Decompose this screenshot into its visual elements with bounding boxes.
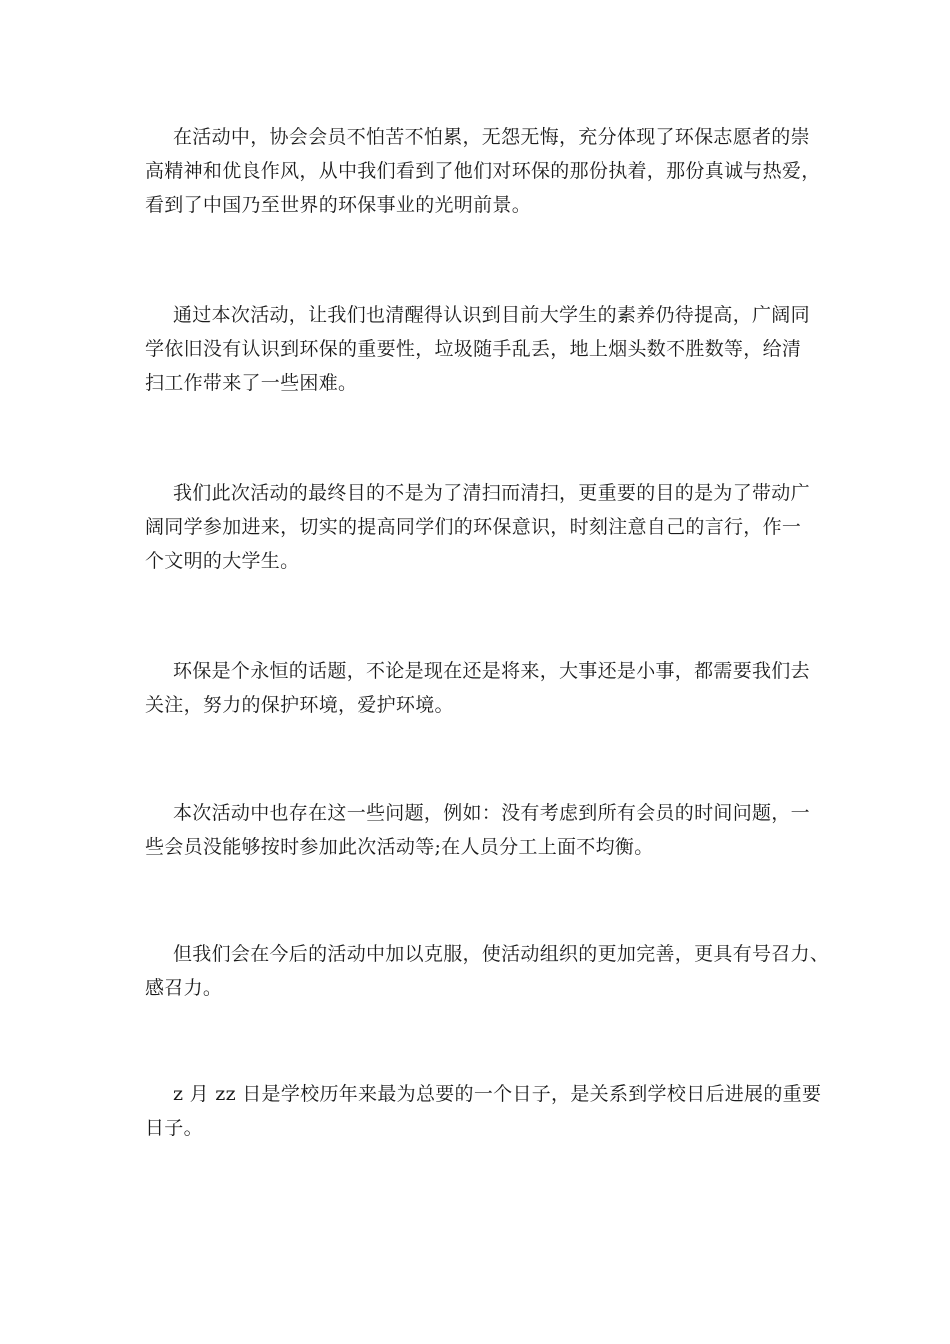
paragraph-6 [145,937,830,1005]
paragraph-line: 关注，努力的保护环境，爱护环境。 [145,694,454,716]
paragraph-2 [145,298,813,400]
paragraph-3 [145,476,813,578]
paragraph-line: 感召力。 [145,977,223,999]
paragraph-line: 阔同学参加进来，切实的提高同学们的环保意识，时刻注意自己的言行，作一 [145,516,802,538]
paragraph-1 [145,120,821,222]
paragraph-line: 日子。 [145,1117,203,1139]
paragraph-line: 个文明的大学生。 [145,550,300,572]
paragraph-line: 本次活动中也存在这一些问题，例如：没有考虑到所有会员的时间问题，一 [173,802,810,824]
paragraph-line: 我们此次活动的最终目的不是为了清扫而清扫，更重要的目的是为了带动广 [173,482,810,504]
paragraph-line: 扫工作带来了一些困难。 [145,372,358,394]
paragraph-line: 学依旧没有认识到环保的重要性，垃圾随手乱丢，地上烟头数不胜数等，给清 [145,338,802,360]
paragraph-line: z 月 zz 日是学校历年来最为总要的一个日子，是关系到学校日后进展的重要 [173,1083,822,1105]
paragraph-7 [145,1077,822,1145]
paragraph-5 [145,796,813,864]
paragraph-4 [145,654,813,722]
paragraph-line: 通过本次活动，让我们也清醒得认识到目前大学生的素养仍待提高，广阔同 [173,304,810,326]
paragraph-line: 在活动中，协会会员不怕苦不怕累，无怨无悔，充分体现了环保志愿者的崇 [173,126,810,148]
paragraph-line: 看到了中国乃至世界的环保事业的光明前景。 [145,194,532,216]
paragraph-line: 环保是个永恒的话题，不论是现在还是将来，大事还是小事，都需要我们去 [173,660,810,682]
paragraph-line: 高精神和优良作风，从中我们看到了他们对环保的那份执着，那份真诚与热爱， [145,160,821,182]
paragraph-line: 些会员没能够按时参加此次活动等;在人员分工上面不均衡。 [145,836,654,858]
paragraph-line: 但我们会在今后的活动中加以克服，使活动组织的更加完善，更具有号召力、 [173,943,830,965]
